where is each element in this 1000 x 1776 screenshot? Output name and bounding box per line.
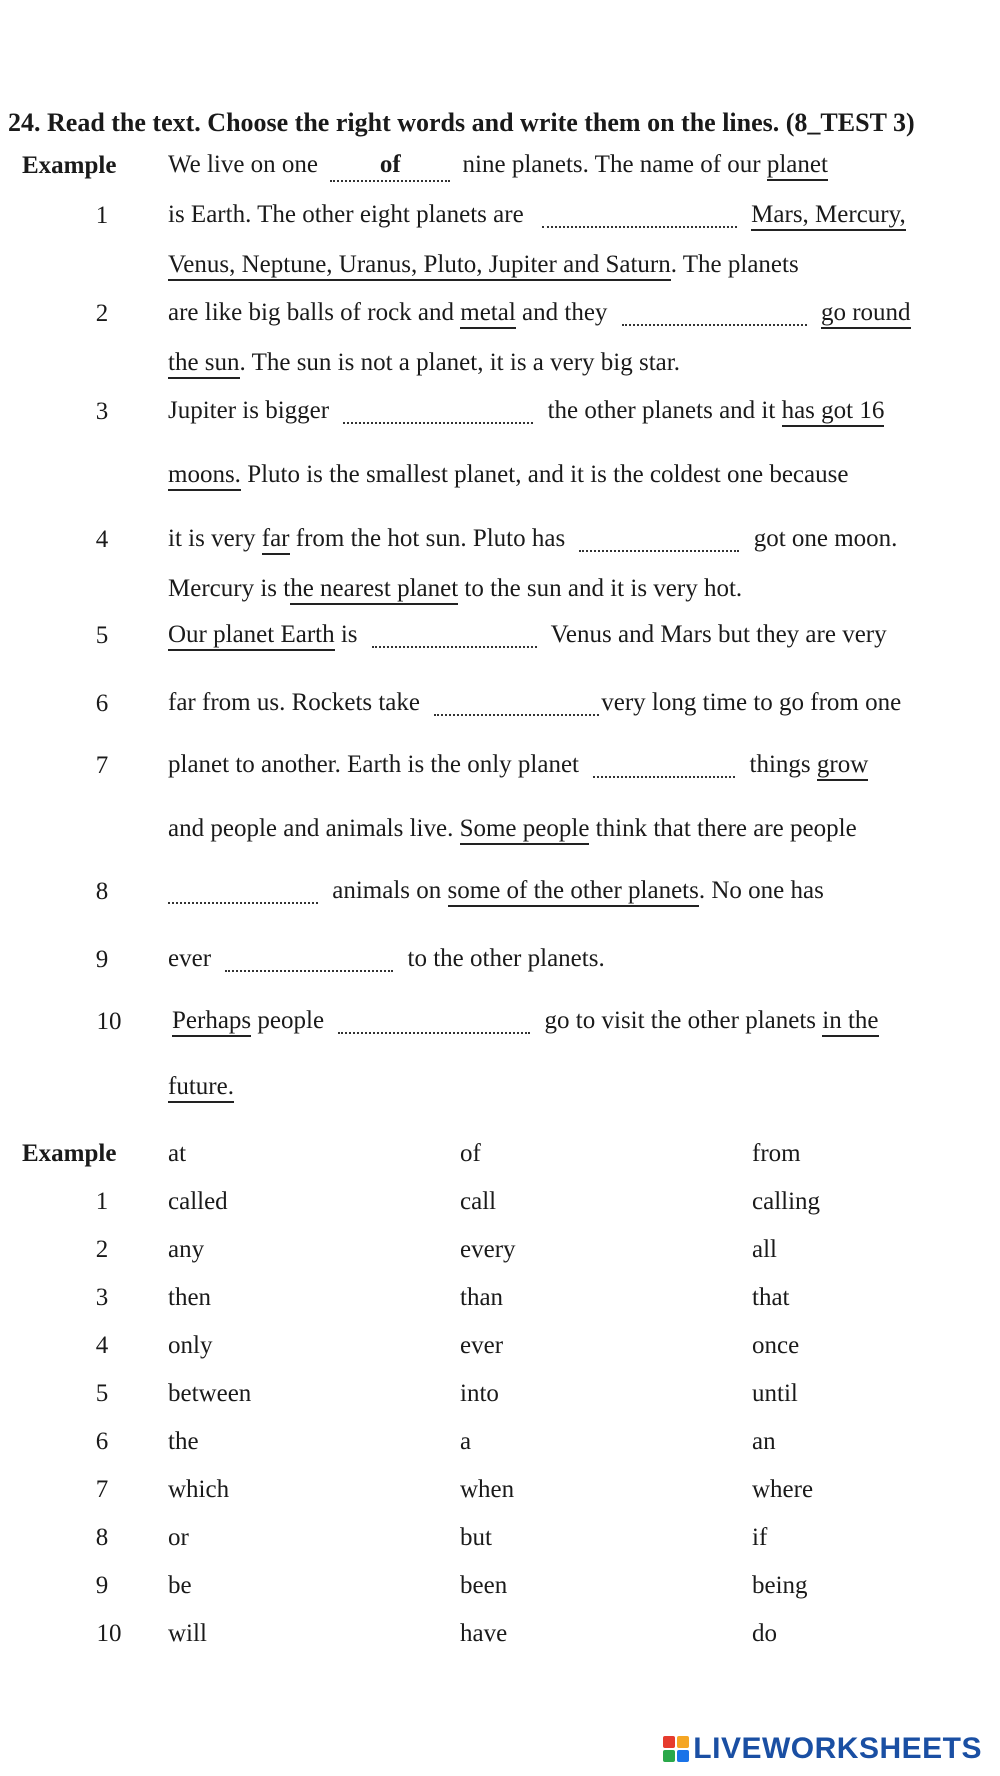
option-a: will <box>168 1620 207 1647</box>
passage-line <box>168 524 897 554</box>
passage-text: from the hot sun. Pluto has <box>295 525 566 552</box>
option-number: 2 <box>95 1236 109 1263</box>
option-c: all <box>752 1236 777 1263</box>
option-c: an <box>752 1428 776 1455</box>
option-b: been <box>460 1572 508 1599</box>
passage-text: Pluto is the smallest planet, and it is the coldest one because <box>247 461 849 488</box>
underlined-text: has got 16 <box>782 397 885 427</box>
question-number: 8 <box>95 878 109 905</box>
option-number: 7 <box>95 1476 109 1503</box>
answer-blank-1[interactable] <box>542 206 737 228</box>
underlined-text: in the <box>822 1007 878 1037</box>
question-number: 5 <box>95 622 109 649</box>
underlined-text: he nearest planet <box>290 575 458 605</box>
option-b: have <box>460 1620 508 1647</box>
passage-text: animals on <box>332 877 442 904</box>
option-c: once <box>752 1332 800 1359</box>
underlined-text: Perhaps <box>172 1007 251 1037</box>
option-number: 3 <box>95 1284 109 1311</box>
option-b: ever <box>460 1332 504 1359</box>
passage-text: people <box>257 1007 325 1034</box>
option-c: until <box>752 1380 798 1407</box>
question-number: 3 <box>95 398 109 425</box>
option-a: any <box>168 1236 205 1263</box>
option-b: every <box>460 1236 516 1263</box>
answer-blank-3[interactable] <box>343 402 533 424</box>
passage-text: and they <box>522 299 608 326</box>
exercise-title: 24. Read the text. Choose the right words and write them on the lines. (8_TEST 3) <box>8 108 915 137</box>
passage-text: is <box>340 621 358 648</box>
passage-text: are like big balls of rock and <box>168 299 455 326</box>
answer-blank-5[interactable] <box>372 626 537 648</box>
passage-line <box>168 250 799 280</box>
passage-text: to the other planets. <box>407 945 605 972</box>
option-number: 5 <box>95 1380 109 1407</box>
passage-text: We live on one <box>168 151 319 178</box>
question-number: 9 <box>95 946 109 973</box>
underlined-text: future. <box>168 1073 234 1103</box>
passage-text: very long time to go from one <box>601 689 902 716</box>
passage-text: things <box>749 751 811 778</box>
option-b: call <box>460 1188 497 1215</box>
option-number: 10 <box>96 1620 122 1647</box>
option-a: or <box>168 1524 189 1551</box>
option-c: if <box>752 1524 768 1551</box>
question-number: 6 <box>95 690 109 717</box>
passage-text: think that there are people <box>595 815 857 842</box>
option-a: only <box>168 1332 213 1359</box>
option-number: 6 <box>95 1428 109 1455</box>
passage-text: far from us. Rockets take <box>168 689 421 716</box>
underlined-text: Some people <box>460 815 590 845</box>
answer-blank-4[interactable] <box>579 530 739 552</box>
option-b: than <box>460 1284 504 1311</box>
option-number: 1 <box>95 1188 109 1215</box>
passage-line <box>168 688 901 718</box>
option-c: calling <box>752 1188 821 1215</box>
option-c: from <box>752 1140 801 1167</box>
example-label: Example <box>22 1140 117 1167</box>
option-number: 8 <box>95 1524 109 1551</box>
passage-text: to the sun and it is very hot. <box>464 575 743 602</box>
passage-text: the other planets and it <box>547 397 776 424</box>
passage-line <box>168 460 848 490</box>
underlined-text: planet <box>767 151 828 181</box>
question-number: 10 <box>96 1008 122 1035</box>
option-b: when <box>460 1476 515 1503</box>
passage-line <box>172 1006 879 1036</box>
underlined-text: moons. <box>168 461 241 491</box>
passage-line <box>168 574 742 604</box>
answer-blank-9[interactable] <box>225 950 393 972</box>
passage-line <box>168 1072 234 1102</box>
underlined-text: Mars, Mercury, <box>751 201 906 231</box>
logo-icon <box>663 1736 689 1762</box>
passage-text: ever <box>168 945 212 972</box>
passage-text: Jupiter is bigger <box>168 397 330 424</box>
passage-line <box>168 348 680 378</box>
answer-blank-7[interactable] <box>593 756 735 778</box>
passage-line <box>168 396 884 426</box>
passage-line <box>168 814 857 844</box>
question-number: 1 <box>95 202 109 229</box>
passage-text: planet to another. Earth is the only planet <box>168 751 579 778</box>
option-a: the <box>168 1428 199 1455</box>
passage-line <box>168 200 906 230</box>
passage-text: it is very <box>168 525 256 552</box>
question-number: 4 <box>95 526 109 553</box>
option-a: then <box>168 1284 212 1311</box>
option-a: be <box>168 1572 192 1599</box>
option-a: at <box>168 1140 187 1167</box>
passage-text: and people and animals live. <box>168 815 454 842</box>
option-a: which <box>168 1476 230 1503</box>
question-number: 2 <box>95 300 109 327</box>
option-b: of <box>460 1140 481 1167</box>
underlined-text: Our planet Earth <box>168 621 335 651</box>
underlined-text: far <box>262 525 290 555</box>
option-b: into <box>460 1380 499 1407</box>
option-number: 4 <box>95 1332 109 1359</box>
answer-blank-8[interactable] <box>168 882 318 904</box>
passage-text: nine planets. The name of our <box>462 151 761 178</box>
passage-text: . The planets <box>670 251 799 278</box>
logo-text: LIVEWORKSHEETS <box>693 1732 982 1765</box>
option-b: a <box>460 1428 472 1455</box>
liveworksheets-logo <box>663 1732 982 1766</box>
underlined-text: grow <box>817 751 868 781</box>
passage-line <box>168 298 911 328</box>
example-answer-blank: of <box>330 150 450 182</box>
question-number: 7 <box>95 752 109 779</box>
option-a: called <box>168 1188 228 1215</box>
passage-text: is Earth. The other eight planets are <box>168 201 524 228</box>
answer-blank-6[interactable] <box>434 694 599 716</box>
passage-line <box>168 620 887 650</box>
passage-line <box>168 750 868 780</box>
answer-blank-2[interactable] <box>622 304 807 326</box>
option-c: where <box>752 1476 814 1503</box>
option-b: but <box>460 1524 492 1551</box>
underlined-text: some of the other planets <box>448 877 699 907</box>
passage-text: . No one has <box>698 877 824 904</box>
passage-text: . The sun is not a planet, it is a very big star. <box>239 349 680 376</box>
passage-line <box>168 876 824 906</box>
underlined-text: Venus, Neptune, Uranus, Pluto, Jupiter and Saturn <box>168 251 671 281</box>
option-a: between <box>168 1380 252 1407</box>
passage-line <box>168 944 605 974</box>
answer-blank-10[interactable] <box>338 1012 530 1034</box>
example-label: Example <box>22 152 117 179</box>
passage-text: Venus and Mars but they are very <box>550 621 887 648</box>
passage-text: got one moon. <box>753 525 898 552</box>
passage-line <box>168 150 828 182</box>
option-c: being <box>752 1572 808 1599</box>
passage-text: go to visit the other planets <box>544 1007 817 1034</box>
underlined-text: the sun <box>168 349 240 379</box>
passage-text: Mercury is t <box>168 575 291 602</box>
option-number: 9 <box>95 1572 109 1599</box>
underlined-text: go round <box>821 299 911 329</box>
underlined-text: metal <box>460 299 516 329</box>
option-c: that <box>752 1284 790 1311</box>
option-c: do <box>752 1620 777 1647</box>
